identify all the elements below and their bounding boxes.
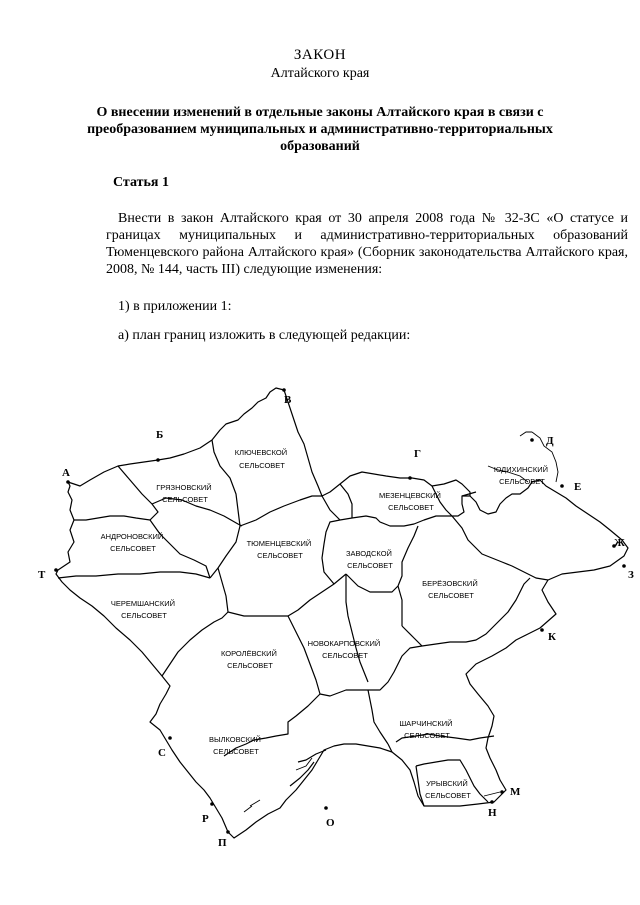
map-point-marker-o [324, 806, 328, 810]
article-item-1a: а) план границ изложить в следующей редакции: [118, 328, 411, 343]
region-andronovsky-label: АНДРОНОВСКИЙ СЕЛЬСОВЕТ [100, 532, 164, 553]
map-point-marker-p [226, 830, 230, 834]
point-k-label: К [548, 631, 556, 643]
point-v-label: В [284, 394, 292, 406]
point-a-label: А [62, 467, 70, 479]
law-title: ЗАКОН [293, 47, 347, 63]
map-point-marker-b [156, 458, 160, 462]
region-uryvsky-label: УРЫВСКИЙ СЕЛЬСОВЕТ [425, 779, 471, 800]
point-b-label: Б [156, 429, 164, 441]
region-gryaznovsky-label: ГРЯЗНОВСКИЙ СЕЛЬСОВЕТ [156, 483, 212, 504]
article-item-1: 1) в приложении 1: [118, 299, 232, 314]
point-r-label: Р [202, 813, 209, 825]
point-d-label: Д [546, 435, 554, 447]
region-beryozovsky-label: БЕРЁЗОВСКИЙ СЕЛЬСОВЕТ [422, 579, 478, 600]
map-point-marker-v [282, 388, 286, 392]
point-t-label: Т [38, 569, 46, 581]
point-n-label: Н [488, 807, 497, 819]
map-point-marker-z [622, 564, 626, 568]
region-tyumentsevsky-label: ТЮМЕНЦЕВСКИЙ СЕЛЬСОВЕТ [246, 539, 312, 560]
law-subject: О внесении изменений в отдельные законы Алтайского края в связи с преобразованием муниципальных и административно-территориальных образований [87, 105, 553, 154]
map-point-marker-g [408, 476, 412, 480]
region-novokarpovsky-label: НОВОКАРПОВСКИЙ СЕЛЬСОВЕТ [307, 639, 381, 660]
point-zh-label: Ж [614, 537, 625, 549]
boundary-map [0, 370, 640, 905]
map-point-marker-m [500, 790, 504, 794]
region-sharchinsky-label: ШАРЧИНСКИЙ СЕЛЬСОВЕТ [399, 719, 453, 740]
point-z-label: З [628, 569, 634, 581]
article-heading: Статья 1 [113, 175, 169, 190]
map-point-marker-e [560, 484, 564, 488]
region-cheremshansky-label: ЧЕРЕМШАНСКИЙ СЕЛЬСОВЕТ [110, 599, 176, 620]
point-o-label: О [326, 817, 335, 829]
point-p-label: П [218, 837, 227, 849]
map-point-marker-n [490, 800, 494, 804]
region-mezentsevsky-label: МЕЗЕНЦЕВСКИЙ СЕЛЬСОВЕТ [379, 491, 441, 512]
region-vylkovsky-label: ВЫЛКОВСКИЙ СЕЛЬСОВЕТ [208, 735, 261, 756]
law-region: Алтайского края [270, 66, 370, 81]
map-point-marker-d [530, 438, 534, 442]
map-point-marker-k [540, 628, 544, 632]
region-zavodskoy-label: ЗАВОДСКОЙ СЕЛЬСОВЕТ [345, 549, 393, 570]
map-point-marker-s [168, 736, 172, 740]
point-g-label: Г [414, 448, 421, 460]
region-yudikhinsky-label: ЮДИХИНСКИЙ СЕЛЬСОВЕТ [493, 465, 548, 486]
point-m-label: М [510, 786, 521, 798]
map-point-marker-t [54, 568, 58, 572]
region-klyuchevskoy-label: КЛЮЧЕВСКОЙ СЕЛЬСОВЕТ [234, 448, 288, 470]
map-point-marker-a [66, 480, 70, 484]
point-e-label: Е [574, 481, 582, 493]
region-korolyovsky-label: КОРОЛЁВСКИЙ СЕЛЬСОВЕТ [220, 649, 277, 670]
map-point-marker-r [210, 802, 214, 806]
point-s-label: С [158, 747, 166, 759]
article-paragraph: Внести в закон Алтайского края от 30 апреля 2008 года № 32-ЗС «О статусе и границах муниципальных и административно-территориальных образований Тюменцевского района Алтайского края» (Сборник законодательства Алтайского края, 2008, № 144, часть III) следующие изменения: [106, 211, 628, 277]
